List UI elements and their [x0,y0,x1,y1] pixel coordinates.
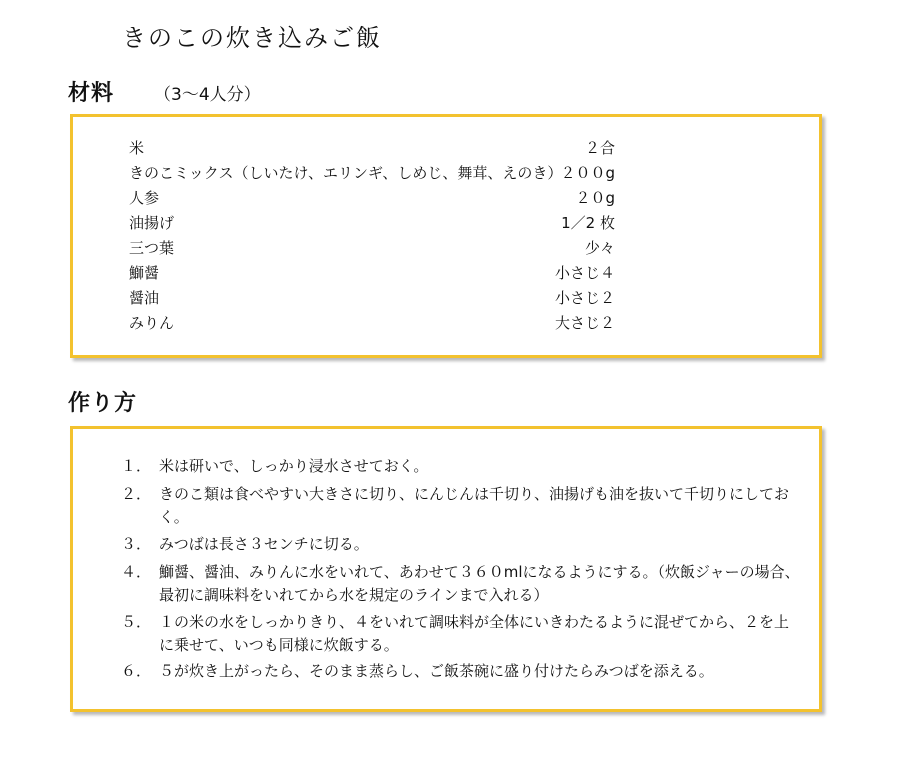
step-text: みつばは長さ３センチに切る。 [159,535,369,553]
method-heading [66,386,143,421]
ingredient-row [129,311,615,335]
ingredient-amount: ２００g [560,164,615,182]
ingredient-row [129,161,615,185]
step-number: ６． [121,662,152,680]
step-text: 米は研いで、しっかり浸水させておく。 [159,457,429,475]
ingredient-name: 三つ葉 [129,239,175,257]
ingredient-name: 人参 [129,189,160,207]
step-number: ５． [121,613,152,631]
step-item [121,611,801,657]
ingredient-name: 油揚げ [129,214,175,232]
ingredient-amount: ２０g [575,189,615,207]
ingredient-amount: 大さじ２ [554,314,615,332]
ingredient-amount: 1／2 枚 [561,214,615,232]
ingredient-row [129,186,615,210]
ingredient-row [129,211,615,235]
ingredient-row [129,236,615,260]
ingredient-amount: ２合 [584,139,615,157]
ingredient-name: みりん [129,314,175,332]
step-item [121,455,801,478]
step-text: 鰤醤、醤油、みりんに水をいれて、あわせて３６０mlになるようにする。（炊飯ジャーの場合、最初に調味料をいれてから水を規定のラインまで入れる） [159,563,800,604]
step-item [121,533,801,556]
ingredient-row [129,286,615,310]
ingredients-heading-label: 材料 [66,76,120,111]
ingredients-heading [66,76,261,111]
ingredient-name: きのこミックス（しいたけ、エリンギ、しめじ、舞茸、えのき） [129,164,563,182]
ingredient-name: 鰤醤 [129,264,160,282]
step-number: ２． [121,485,152,503]
step-text: １の米の水をしっかりきり、４をいれて調味料が全体にいきわたるように混ぜてから、２を上に乗せて、いつも同様に炊飯する。 [159,613,790,654]
ingredient-amount: 少々 [584,239,615,257]
ingredient-amount: 小さじ２ [554,289,615,307]
step-item [121,483,801,529]
step-number: １． [121,457,152,475]
step-item [121,660,801,683]
ingredient-row [129,136,615,160]
step-text: きのこ類は食べやすい大きさに切り、にんじんは千切り、油揚げも油を抜いて千切りにしておく。 [159,485,790,526]
step-number: ３． [121,535,152,553]
method-heading-label: 作り方 [66,386,143,421]
servings-note: （3〜4人分） [154,85,261,105]
method-box [70,426,822,712]
recipe-title: きのこの炊き込みご飯 [122,24,382,52]
ingredients-box [70,114,822,358]
ingredient-name: 米 [129,139,145,157]
step-item [121,561,801,607]
ingredient-name: 醤油 [129,289,160,307]
step-text: ５が炊き上がったら、そのまま蒸らし、ご飯茶碗に盛り付けたらみつばを添える。 [159,662,714,680]
step-number: ４． [121,563,152,581]
ingredient-row [129,261,615,285]
ingredient-amount: 小さじ４ [554,264,615,282]
